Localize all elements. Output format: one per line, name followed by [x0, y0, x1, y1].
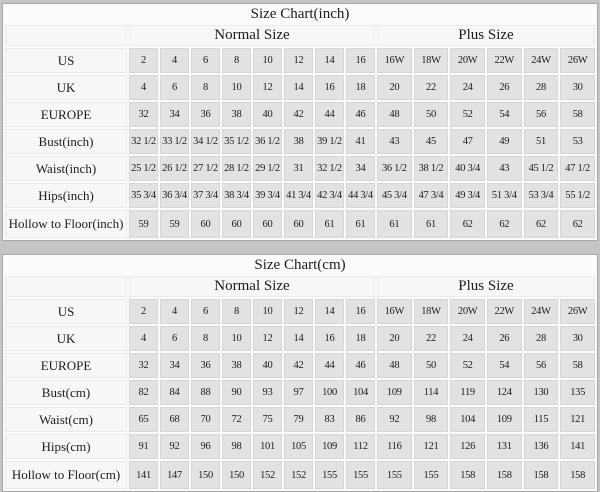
- value-cell: 158: [487, 461, 522, 489]
- table-body: [5, 299, 595, 489]
- table-title: Size Chart(inch): [5, 6, 595, 23]
- value-cell: 91: [129, 434, 158, 459]
- value-cell: 51 3/4: [487, 183, 522, 208]
- value-cell: 16: [346, 48, 375, 73]
- value-cell: 22W: [487, 48, 522, 73]
- table-row: [5, 407, 595, 432]
- value-cell: 45: [414, 129, 449, 154]
- value-cell: 28 1/2: [222, 156, 251, 181]
- table-row: [5, 380, 595, 405]
- value-cell: 109: [315, 434, 344, 459]
- value-cell: 4: [129, 326, 158, 351]
- table-row: [5, 183, 595, 208]
- value-cell: 141: [129, 461, 158, 489]
- value-cell: 41: [346, 129, 375, 154]
- value-cell: 30: [560, 326, 595, 351]
- value-cell: 59: [129, 210, 158, 238]
- value-cell: 58: [560, 353, 595, 378]
- table-body: [5, 48, 595, 238]
- value-cell: 14: [315, 299, 344, 324]
- row-label: Bust(cm): [5, 380, 127, 405]
- value-cell: 52: [450, 353, 485, 378]
- value-cell: 39 3/4: [253, 183, 282, 208]
- value-cell: 121: [560, 407, 595, 432]
- value-cell: 98: [222, 434, 251, 459]
- value-cell: 49 3/4: [450, 183, 485, 208]
- value-cell: 36: [191, 353, 220, 378]
- value-cell: 20W: [450, 299, 485, 324]
- value-cell: 62: [560, 210, 595, 238]
- value-cell: 22W: [487, 299, 522, 324]
- value-cell: 53 3/4: [524, 183, 559, 208]
- value-cell: 119: [450, 380, 485, 405]
- value-cell: 10: [253, 48, 282, 73]
- value-cell: 29 1/2: [253, 156, 282, 181]
- value-cell: 26 1/2: [160, 156, 189, 181]
- size-chart-inch-section: [2, 3, 598, 241]
- value-cell: 8: [222, 299, 251, 324]
- value-cell: 93: [253, 380, 282, 405]
- value-cell: 25 1/2: [129, 156, 158, 181]
- value-cell: 90: [222, 380, 251, 405]
- value-cell: 40: [253, 102, 282, 127]
- value-cell: 79: [284, 407, 313, 432]
- value-cell: 20: [377, 326, 412, 351]
- value-cell: 46: [346, 102, 375, 127]
- value-cell: 50: [414, 353, 449, 378]
- value-cell: 48: [377, 353, 412, 378]
- value-cell: 8: [191, 75, 220, 100]
- value-cell: 130: [524, 380, 559, 405]
- value-cell: 10: [222, 326, 251, 351]
- value-cell: 61: [315, 210, 344, 238]
- value-cell: 97: [284, 380, 313, 405]
- value-cell: 43: [487, 156, 522, 181]
- value-cell: 40 3/4: [450, 156, 485, 181]
- value-cell: 16: [315, 326, 344, 351]
- value-cell: 60: [284, 210, 313, 238]
- value-cell: 68: [160, 407, 189, 432]
- value-cell: 32 1/2: [129, 129, 158, 154]
- table-row: [5, 210, 595, 238]
- value-cell: 44 3/4: [346, 183, 375, 208]
- value-cell: 16W: [377, 299, 412, 324]
- value-cell: 44: [315, 102, 344, 127]
- group-header-row: [5, 276, 595, 297]
- value-cell: 61: [377, 210, 412, 238]
- value-cell: 58: [560, 102, 595, 127]
- row-label: Hollow to Floor(inch): [5, 210, 127, 238]
- row-label: Waist(cm): [5, 407, 127, 432]
- value-cell: 126: [450, 434, 485, 459]
- row-label: EUROPE: [5, 353, 127, 378]
- value-cell: 62: [487, 210, 522, 238]
- value-cell: 34: [160, 353, 189, 378]
- table-row: [5, 75, 595, 100]
- value-cell: 155: [346, 461, 375, 489]
- value-cell: 115: [524, 407, 559, 432]
- value-cell: 45 3/4: [377, 183, 412, 208]
- value-cell: 16W: [377, 48, 412, 73]
- normal-size-header: Normal Size: [129, 25, 375, 46]
- value-cell: 36 3/4: [160, 183, 189, 208]
- value-cell: 16: [315, 75, 344, 100]
- plus-size-header: Plus Size: [377, 276, 595, 297]
- value-cell: 10: [253, 299, 282, 324]
- row-label: Hips(inch): [5, 183, 127, 208]
- value-cell: 38: [222, 353, 251, 378]
- value-cell: 53: [560, 129, 595, 154]
- value-cell: 86: [346, 407, 375, 432]
- value-cell: 24: [450, 326, 485, 351]
- size-chart-cm-table: [3, 255, 597, 491]
- value-cell: 158: [450, 461, 485, 489]
- value-cell: 39 1/2: [315, 129, 344, 154]
- value-cell: 131: [487, 434, 522, 459]
- value-cell: 47: [450, 129, 485, 154]
- value-cell: 6: [160, 326, 189, 351]
- value-cell: 62: [450, 210, 485, 238]
- corner-cell: [5, 25, 127, 46]
- value-cell: 136: [524, 434, 559, 459]
- value-cell: 24W: [524, 48, 559, 73]
- value-cell: 31: [284, 156, 313, 181]
- value-cell: 32: [129, 102, 158, 127]
- table-row: [5, 156, 595, 181]
- value-cell: 56: [524, 102, 559, 127]
- value-cell: 152: [253, 461, 282, 489]
- value-cell: 121: [414, 434, 449, 459]
- value-cell: 61: [346, 210, 375, 238]
- value-cell: 155: [315, 461, 344, 489]
- value-cell: 27 1/2: [191, 156, 220, 181]
- value-cell: 26: [487, 326, 522, 351]
- value-cell: 36: [191, 102, 220, 127]
- row-label: US: [5, 299, 127, 324]
- table-row: [5, 299, 595, 324]
- value-cell: 54: [487, 102, 522, 127]
- value-cell: 41 3/4: [284, 183, 313, 208]
- value-cell: 24W: [524, 299, 559, 324]
- value-cell: 30: [560, 75, 595, 100]
- value-cell: 70: [191, 407, 220, 432]
- value-cell: 12: [253, 75, 282, 100]
- value-cell: 72: [222, 407, 251, 432]
- value-cell: 75: [253, 407, 282, 432]
- plus-size-header: Plus Size: [377, 25, 595, 46]
- value-cell: 36 1/2: [253, 129, 282, 154]
- value-cell: 47 1/2: [560, 156, 595, 181]
- table-row: [5, 48, 595, 73]
- value-cell: 92: [377, 407, 412, 432]
- value-cell: 18: [346, 326, 375, 351]
- table-row: [5, 461, 595, 489]
- value-cell: 28: [524, 75, 559, 100]
- title-row: [5, 6, 595, 23]
- value-cell: 8: [222, 48, 251, 73]
- value-cell: 18: [346, 75, 375, 100]
- value-cell: 60: [222, 210, 251, 238]
- value-cell: 36 1/2: [377, 156, 412, 181]
- value-cell: 141: [560, 434, 595, 459]
- value-cell: 10: [222, 75, 251, 100]
- row-label: US: [5, 48, 127, 73]
- value-cell: 26W: [560, 48, 595, 73]
- value-cell: 45 1/2: [524, 156, 559, 181]
- value-cell: 105: [284, 434, 313, 459]
- value-cell: 54: [487, 353, 522, 378]
- value-cell: 109: [377, 380, 412, 405]
- value-cell: 22: [414, 75, 449, 100]
- value-cell: 14: [315, 48, 344, 73]
- value-cell: 59: [160, 210, 189, 238]
- value-cell: 65: [129, 407, 158, 432]
- value-cell: 92: [160, 434, 189, 459]
- value-cell: 51: [524, 129, 559, 154]
- value-cell: 40: [253, 353, 282, 378]
- value-cell: 44: [315, 353, 344, 378]
- value-cell: 96: [191, 434, 220, 459]
- value-cell: 84: [160, 380, 189, 405]
- value-cell: 26: [487, 75, 522, 100]
- value-cell: 24: [450, 75, 485, 100]
- value-cell: 48: [377, 102, 412, 127]
- value-cell: 8: [191, 326, 220, 351]
- value-cell: 28: [524, 326, 559, 351]
- value-cell: 12: [284, 299, 313, 324]
- value-cell: 2: [129, 299, 158, 324]
- value-cell: 2: [129, 48, 158, 73]
- table-row: [5, 353, 595, 378]
- value-cell: 47 3/4: [414, 183, 449, 208]
- value-cell: 20: [377, 75, 412, 100]
- size-chart-inch-table: [3, 4, 597, 240]
- value-cell: 150: [191, 461, 220, 489]
- group-header-row: [5, 25, 595, 46]
- value-cell: 98: [414, 407, 449, 432]
- table-row: [5, 434, 595, 459]
- value-cell: 6: [191, 48, 220, 73]
- value-cell: 101: [253, 434, 282, 459]
- value-cell: 52: [450, 102, 485, 127]
- value-cell: 150: [222, 461, 251, 489]
- row-label: UK: [5, 75, 127, 100]
- value-cell: 55 1/2: [560, 183, 595, 208]
- title-row: [5, 257, 595, 274]
- value-cell: 34 1/2: [191, 129, 220, 154]
- value-cell: 152: [284, 461, 313, 489]
- value-cell: 6: [191, 299, 220, 324]
- table-row: [5, 129, 595, 154]
- value-cell: 12: [253, 326, 282, 351]
- value-cell: 60: [253, 210, 282, 238]
- value-cell: 22: [414, 326, 449, 351]
- corner-cell: [5, 276, 127, 297]
- row-label: Waist(inch): [5, 156, 127, 181]
- value-cell: 38: [222, 102, 251, 127]
- value-cell: 155: [377, 461, 412, 489]
- row-label: UK: [5, 326, 127, 351]
- value-cell: 104: [346, 380, 375, 405]
- row-label: Hips(cm): [5, 434, 127, 459]
- value-cell: 20W: [450, 48, 485, 73]
- value-cell: 50: [414, 102, 449, 127]
- value-cell: 124: [487, 380, 522, 405]
- value-cell: 32 1/2: [315, 156, 344, 181]
- value-cell: 147: [160, 461, 189, 489]
- value-cell: 38: [284, 129, 313, 154]
- row-label: EUROPE: [5, 102, 127, 127]
- value-cell: 61: [414, 210, 449, 238]
- value-cell: 35 3/4: [129, 183, 158, 208]
- value-cell: 4: [160, 48, 189, 73]
- value-cell: 88: [191, 380, 220, 405]
- value-cell: 116: [377, 434, 412, 459]
- value-cell: 14: [284, 326, 313, 351]
- value-cell: 4: [160, 299, 189, 324]
- value-cell: 83: [315, 407, 344, 432]
- value-cell: 56: [524, 353, 559, 378]
- value-cell: 109: [487, 407, 522, 432]
- value-cell: 60: [191, 210, 220, 238]
- value-cell: 100: [315, 380, 344, 405]
- value-cell: 38 3/4: [222, 183, 251, 208]
- value-cell: 37 3/4: [191, 183, 220, 208]
- table-row: [5, 102, 595, 127]
- row-label: Hollow to Floor(cm): [5, 461, 127, 489]
- value-cell: 42: [284, 102, 313, 127]
- value-cell: 43: [377, 129, 412, 154]
- value-cell: 46: [346, 353, 375, 378]
- value-cell: 82: [129, 380, 158, 405]
- value-cell: 14: [284, 75, 313, 100]
- value-cell: 112: [346, 434, 375, 459]
- normal-size-header: Normal Size: [129, 276, 375, 297]
- value-cell: 32: [129, 353, 158, 378]
- value-cell: 38 1/2: [414, 156, 449, 181]
- value-cell: 12: [284, 48, 313, 73]
- value-cell: 62: [524, 210, 559, 238]
- value-cell: 104: [450, 407, 485, 432]
- value-cell: 26W: [560, 299, 595, 324]
- value-cell: 158: [524, 461, 559, 489]
- table-title: Size Chart(cm): [5, 257, 595, 274]
- value-cell: 16: [346, 299, 375, 324]
- value-cell: 18W: [414, 48, 449, 73]
- row-label: Bust(inch): [5, 129, 127, 154]
- value-cell: 18W: [414, 299, 449, 324]
- value-cell: 49: [487, 129, 522, 154]
- value-cell: 34: [160, 102, 189, 127]
- value-cell: 6: [160, 75, 189, 100]
- size-chart-cm-section: [2, 254, 598, 492]
- value-cell: 42 3/4: [315, 183, 344, 208]
- value-cell: 35 1/2: [222, 129, 251, 154]
- value-cell: 34: [346, 156, 375, 181]
- value-cell: 155: [414, 461, 449, 489]
- value-cell: 158: [560, 461, 595, 489]
- value-cell: 114: [414, 380, 449, 405]
- value-cell: 42: [284, 353, 313, 378]
- value-cell: 135: [560, 380, 595, 405]
- value-cell: 4: [129, 75, 158, 100]
- value-cell: 33 1/2: [160, 129, 189, 154]
- table-row: [5, 326, 595, 351]
